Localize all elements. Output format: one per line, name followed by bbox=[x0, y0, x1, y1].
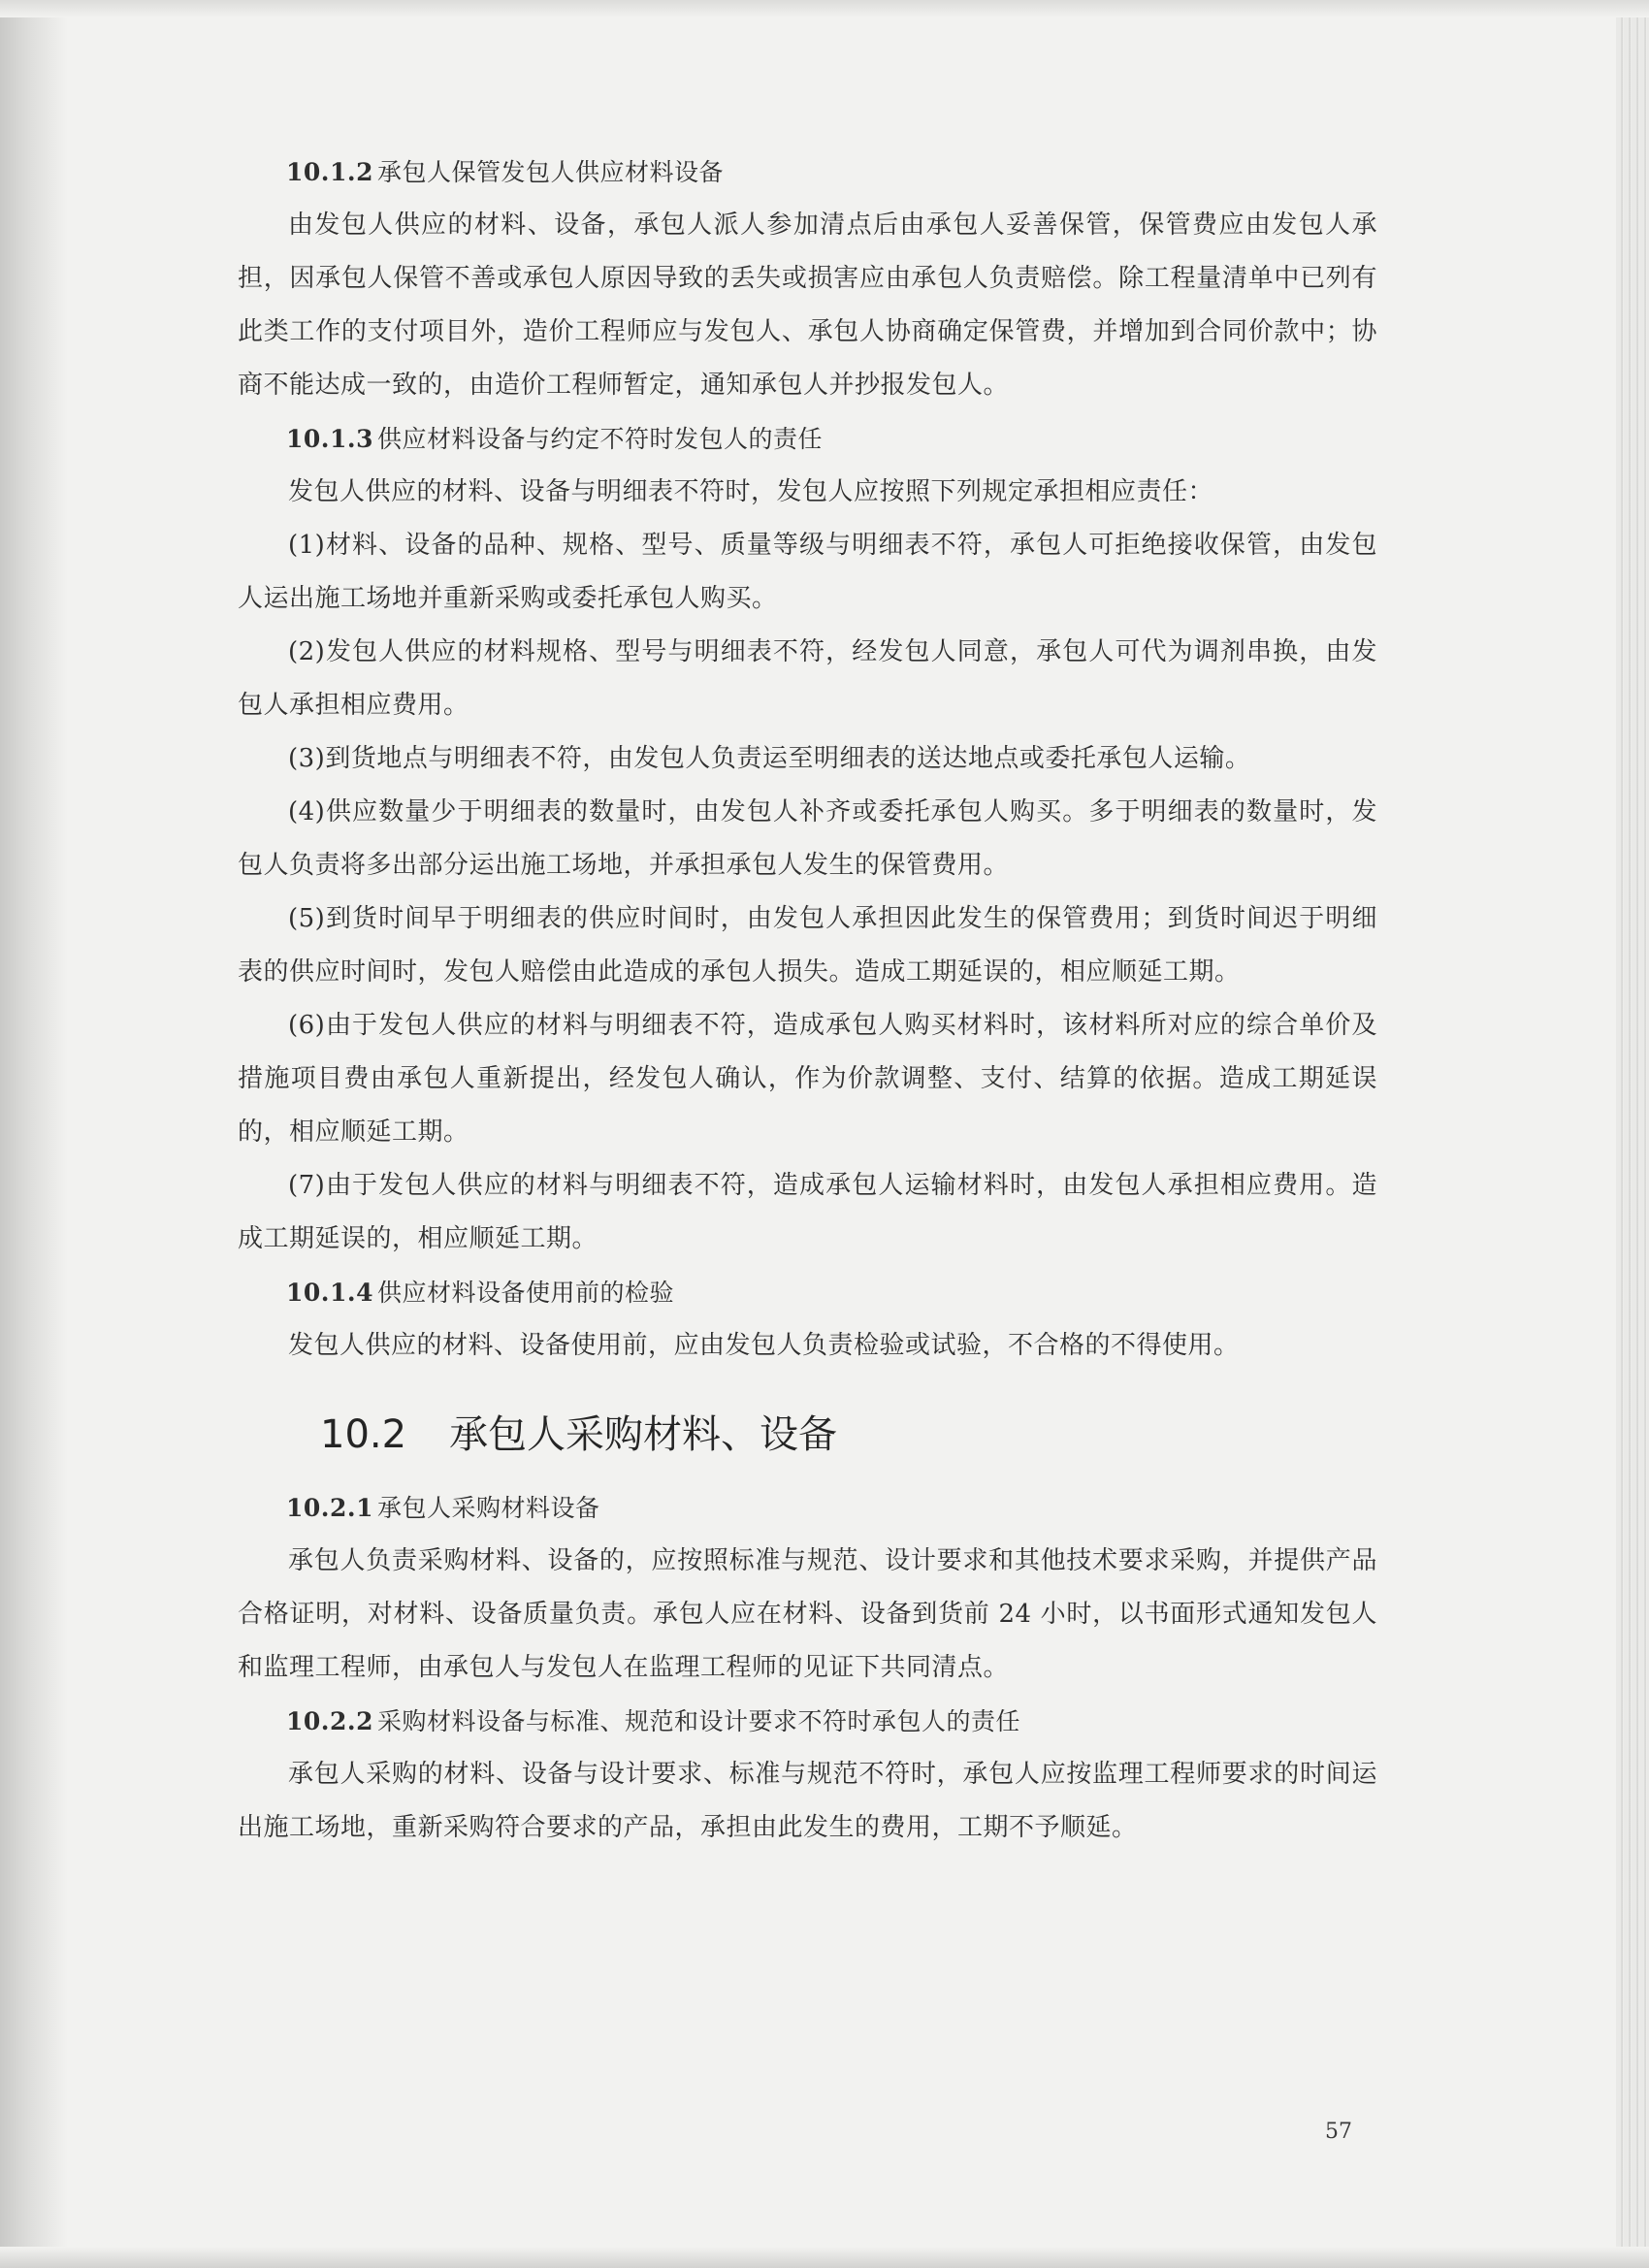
subsection-number: 10.1.3 bbox=[286, 425, 373, 453]
scan-page-edges-right bbox=[1616, 0, 1649, 2268]
list-item: (6)由于发包人供应的材料与明细表不符，造成承包人购买材料时，该材料所对应的综合单价及措施项目费由承包人重新提出，经发包人确认，作为价款调整、支付、结算的依据。造成工期延误的，相应顺延工期。 bbox=[238, 1011, 1377, 1147]
page-number: 57 bbox=[1325, 2120, 1352, 2144]
subsection-number: 10.2.1 bbox=[286, 1494, 373, 1522]
list-item: (3)到货地点与明细表不符，由发包人负责运至明细表的送达地点或委托承包人运输。 bbox=[288, 744, 1251, 773]
subsection-title: 供应材料设备与约定不符时发包人的责任 bbox=[377, 425, 824, 453]
list-item: (5)到货时间早于明细表的供应时间时，由发包人承担因此发生的保管费用；到货时间迟于明细表的供应时间时，发包人赔偿由此造成的承包人损失。造成工期延误的，相应顺延工期。 bbox=[238, 904, 1377, 987]
subsection-heading-10-1-3 bbox=[238, 412, 1377, 466]
subsection-heading-10-2-2 bbox=[238, 1695, 1377, 1748]
section-title: 承包人采购材料、设备 bbox=[449, 1412, 838, 1457]
subsection-heading-10-1-2 bbox=[238, 146, 1377, 199]
section-number: 10.2 bbox=[320, 1412, 407, 1457]
subsection-number: 10.1.4 bbox=[286, 1279, 373, 1307]
scan-shadow-bottom bbox=[0, 2247, 1649, 2268]
section-heading-10-2 bbox=[238, 1406, 1377, 1464]
subsection-heading-10-1-4 bbox=[238, 1266, 1377, 1319]
list-item: (4)供应数量少于明细表的数量时，由发包人补齐或委托承包人购买。多于明细表的数量时，发包人负责将多出部分运出施工场地，并承担承包人发生的保管费用。 bbox=[238, 797, 1377, 880]
paragraph: 发包人供应的材料、设备使用前，应由发包人负责检验或试验，不合格的不得使用。 bbox=[288, 1331, 1240, 1360]
paragraph: 承包人采购的材料、设备与设计要求、标准与规范不符时，承包人应按监理工程师要求的时间运出施工场地，重新采购符合要求的产品，承担由此发生的费用，工期不予顺延。 bbox=[238, 1760, 1377, 1842]
paragraph: 由发包人供应的材料、设备，承包人派人参加清点后由承包人妥善保管，保管费应由发包人承担，因承包人保管不善或承包人原因导致的丢失或损害应由承包人负责赔偿。除工程量清单中已列有此类工作的支付项目外，造价工程师应与发包人、承包人协商确定保管费，并增加到合同价款中；协商不能达成一致的，由造价工程师暂定，通知承包人并抄报发包人。 bbox=[238, 211, 1377, 400]
subsection-title: 承包人采购材料设备 bbox=[377, 1494, 600, 1522]
subsection-title: 供应材料设备使用前的检验 bbox=[377, 1279, 675, 1307]
scan-shadow-top bbox=[0, 0, 1649, 17]
subsection-title: 承包人保管发包人供应材料设备 bbox=[377, 158, 725, 186]
subsection-number: 10.1.2 bbox=[286, 158, 373, 186]
list-item: (2)发包人供应的材料规格、型号与明细表不符，经发包人同意，承包人可代为调剂串换，由发包人承担相应费用。 bbox=[238, 637, 1377, 720]
list-item: (7)由于发包人供应的材料与明细表不符，造成承包人运输材料时，由发包人承担相应费用。造成工期延误的，相应顺延工期。 bbox=[238, 1171, 1377, 1253]
subsection-number: 10.2.2 bbox=[286, 1707, 373, 1735]
paragraph: 发包人供应的材料、设备与明细表不符时，发包人应按照下列规定承担相应责任： bbox=[288, 477, 1214, 506]
paragraph: 承包人负责采购材料、设备的，应按照标准与规范、设计要求和其他技术要求采购，并提供产品合格证明，对材料、设备质量负责。承包人应在材料、设备到货前 24 小时，以书面形式通知发包人和监理工程师，由承包人与发包人在监理工程师的见证下共同清点。 bbox=[238, 1546, 1377, 1682]
scan-shadow-left bbox=[0, 0, 68, 2268]
subsection-heading-10-2-1 bbox=[238, 1481, 1377, 1535]
subsection-title: 采购材料设备与标准、规范和设计要求不符时承包人的责任 bbox=[377, 1707, 1021, 1735]
page-content bbox=[238, 146, 1377, 1855]
list-item: (1)材料、设备的品种、规格、型号、质量等级与明细表不符，承包人可拒绝接收保管，由发包人运出施工场地并重新采购或委托承包人购买。 bbox=[238, 531, 1377, 613]
